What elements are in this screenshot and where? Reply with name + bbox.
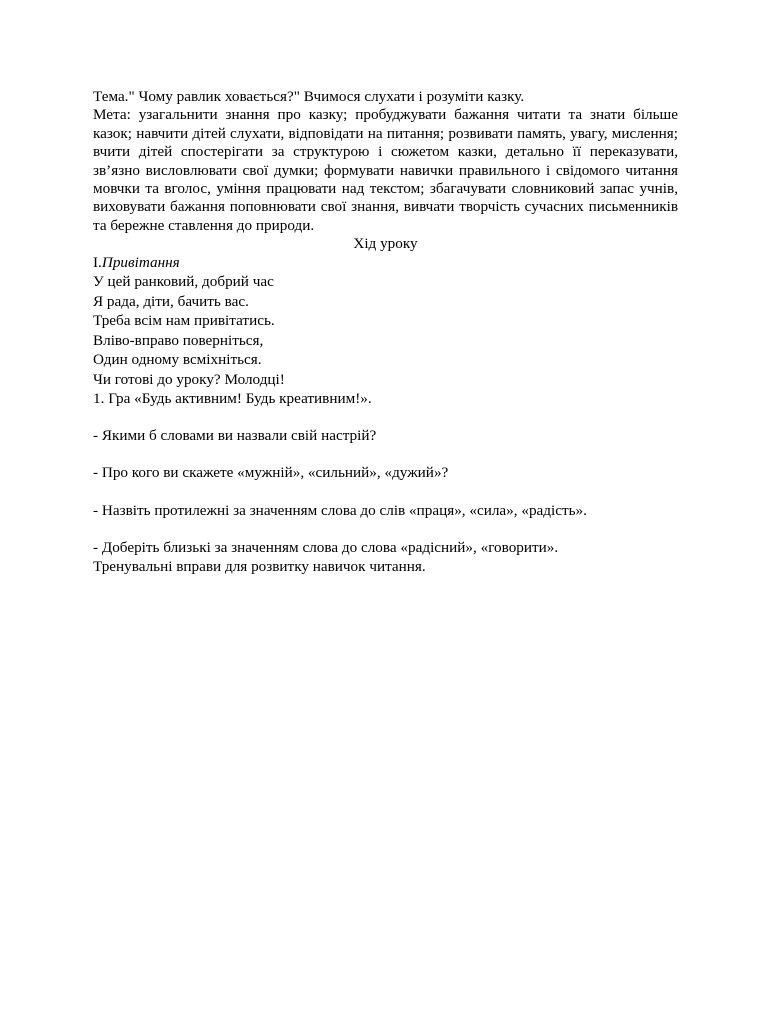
greeting-poem (93, 272, 678, 390)
question-item: - Доберіть близькі за значенням слова до слова «радісний», «говорити». (93, 539, 559, 557)
question-item: - Якими б словами ви назвали свій настрій? (93, 426, 377, 444)
lesson-goal: Мета: узагальнити знання про казку; пробуджувати бажання читати та знати більше казок; навчити дітей слухати, відповідати на питання; розвивати память, увагу, мислення; вчити дітей спостерігати за структурою і сюжетом казки, детально її переказувати, зв’язно висловлювати свої думки; формувати навички правильного і свідомого читання мовчки та вголос, уміння працювати над текстом; збагачувати словниковий запас учнів, виховувати бажання поповнювати свої знання, вивчати творчість сучасних письменників та бережне ставлення до природи. (93, 106, 678, 234)
question-item: - Назвіть протилежні за значенням слова до слів «праця», «сила», «радість». (93, 501, 587, 519)
poem-line: Один одному всміхніться. (93, 351, 262, 369)
poem-line: У цей ранковий, добрий час (93, 273, 274, 291)
spacer (93, 445, 678, 464)
document-page (93, 88, 678, 576)
poem-line: Треба всім нам привітатись. (93, 312, 275, 330)
poem-line: Я рада, діти, бачить вас. (93, 292, 249, 310)
exercises-line: Тренувальні вправи для розвитку навичок читання. (93, 557, 426, 575)
section-greeting-heading (93, 254, 678, 272)
poem-line: Чи готові до уроку? Молодці! (93, 371, 285, 388)
game-title: 1. Гра «Будь активним! Будь креативним!». (93, 389, 372, 407)
lesson-topic: Тема." Чому равлик ховається?" Вчимося слухати і розуміти казку. (93, 88, 525, 105)
spacer (93, 408, 678, 427)
spacer (93, 520, 678, 539)
poem-line: Вліво-вправо поверніться, (93, 331, 264, 349)
question-item: - Про кого ви скажете «мужній», «сильний», «дужий»? (93, 464, 449, 482)
section-title: Привітання (101, 253, 180, 271)
section-number: І. (93, 253, 102, 271)
spacer (93, 483, 678, 502)
lesson-heading: Хід уроку (353, 235, 418, 253)
